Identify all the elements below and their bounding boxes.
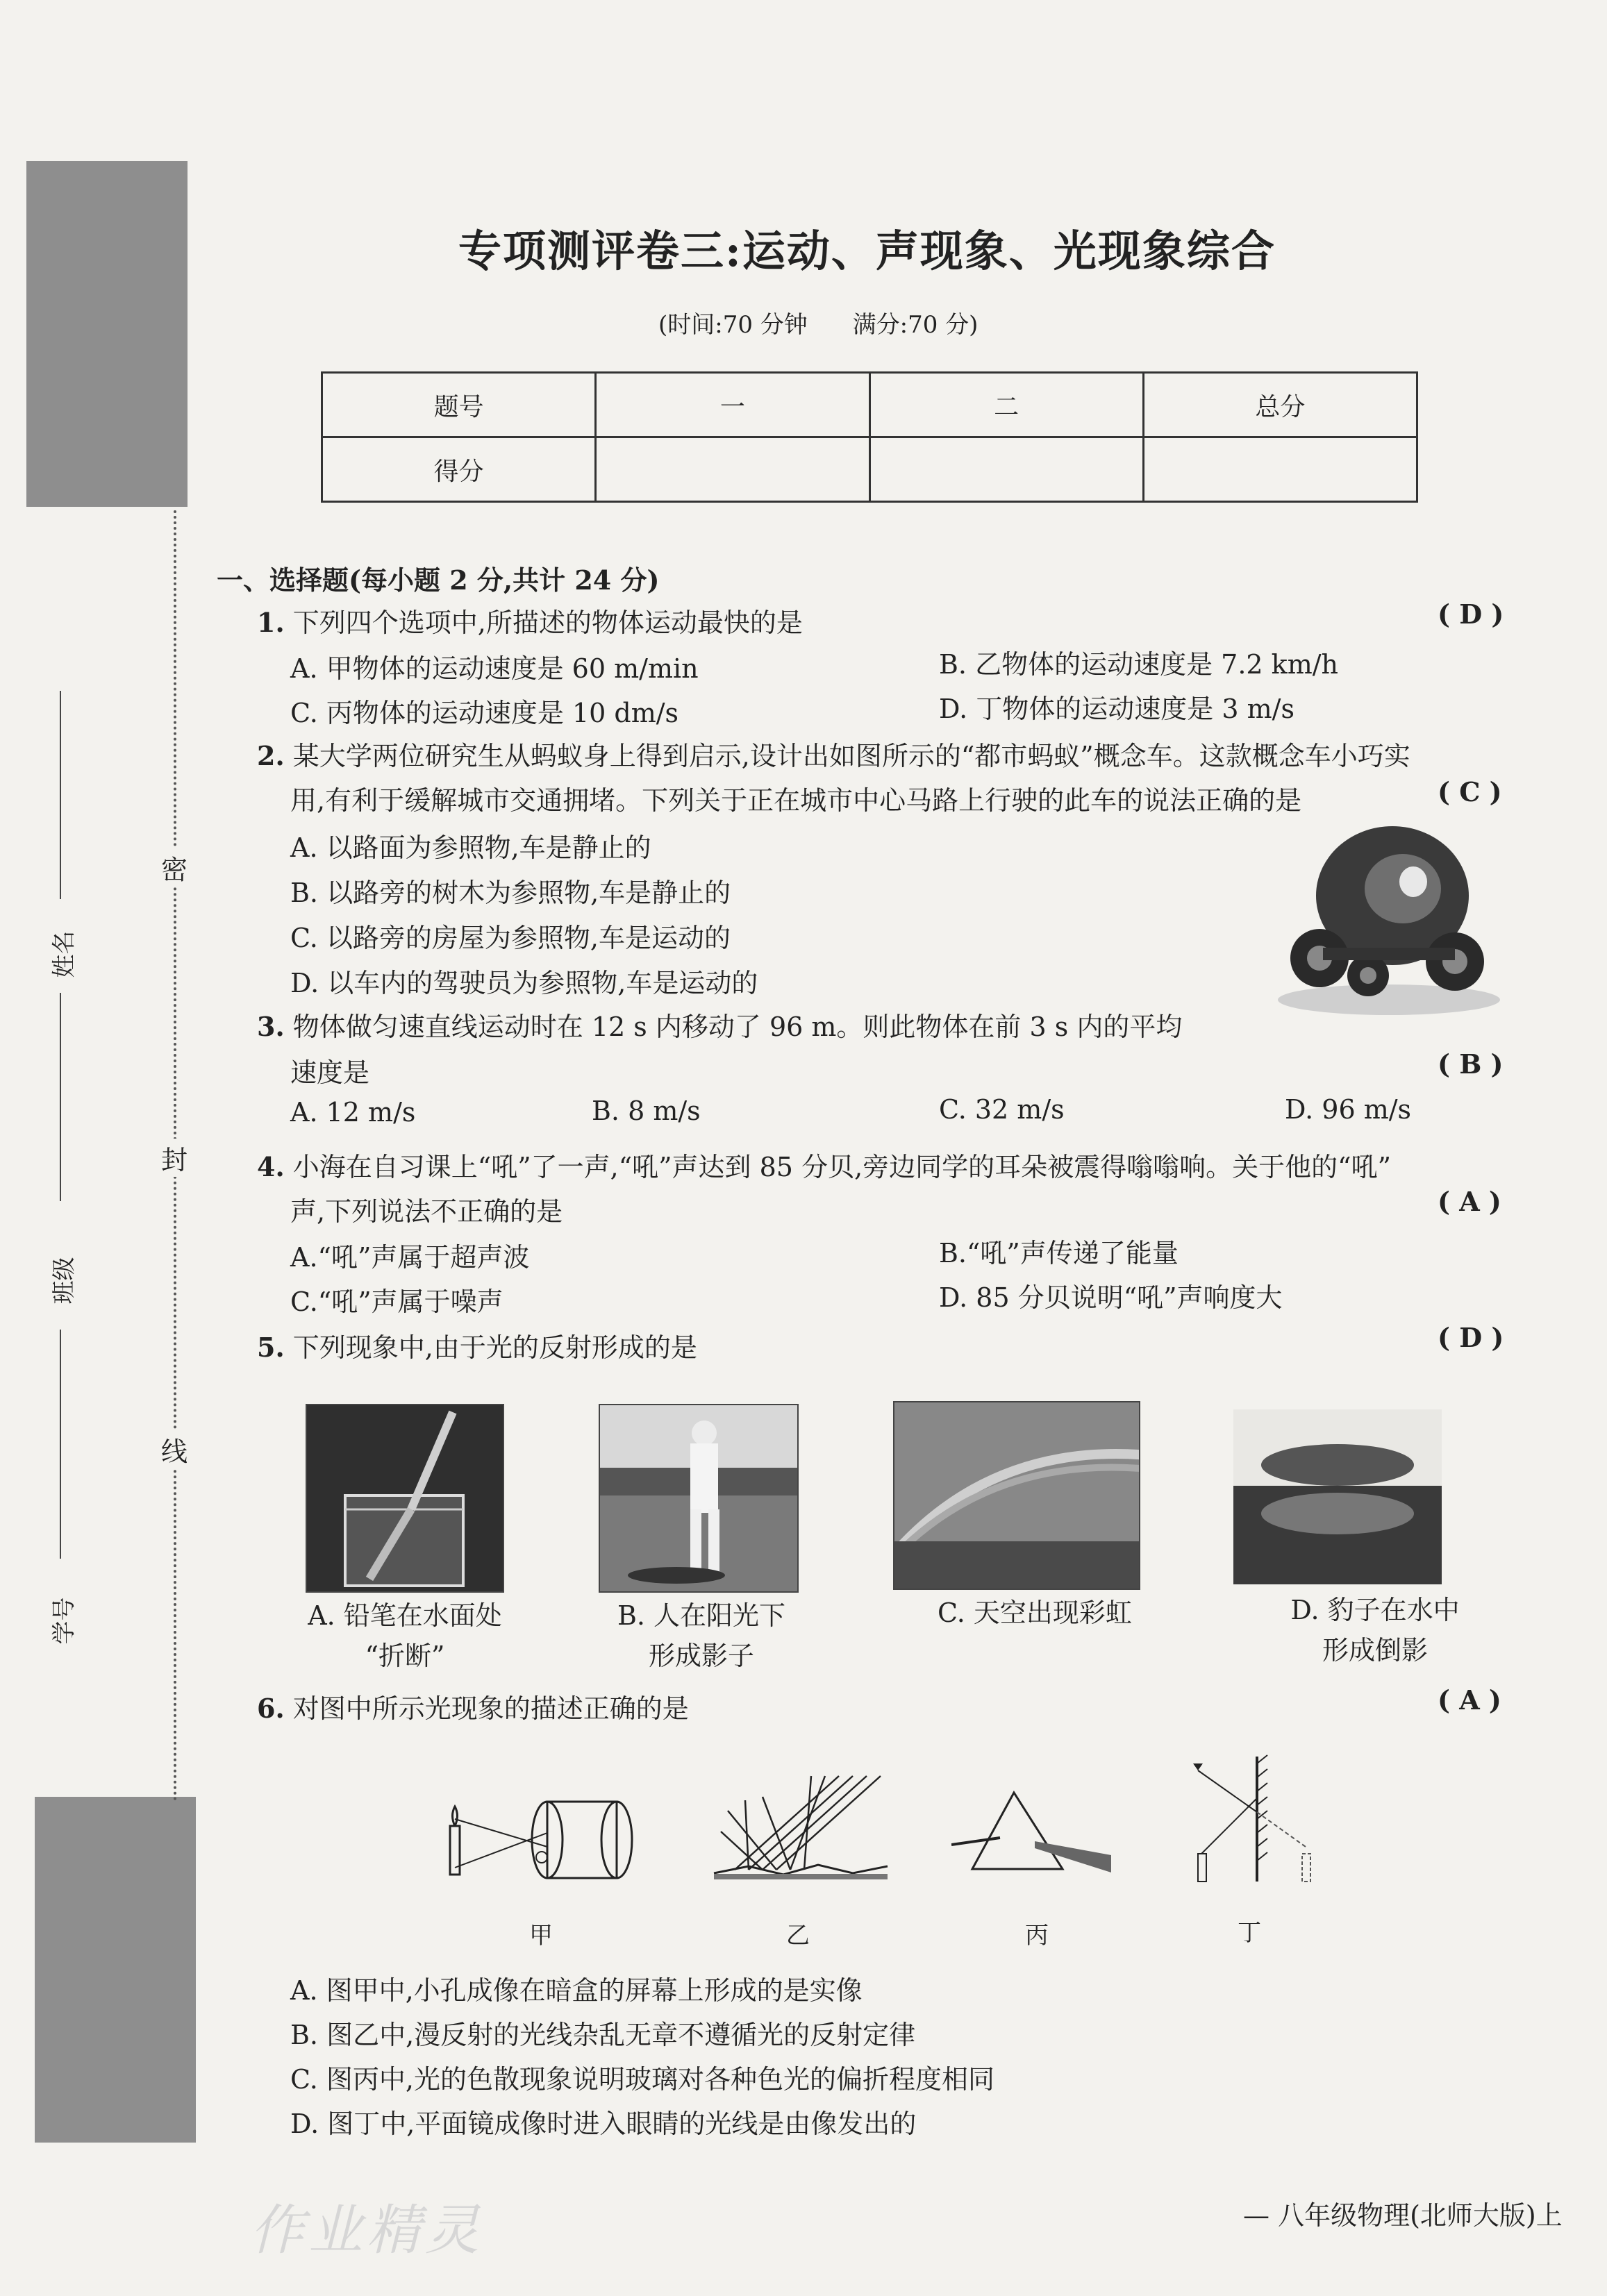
caption-line: B. 人在阳光下 bbox=[617, 1600, 786, 1631]
photo-pencil-in-water bbox=[306, 1404, 504, 1593]
option-d: D. 96 m/s bbox=[1285, 1094, 1412, 1125]
option-d: D. 85 分贝说明“吼”声响度大 bbox=[939, 1282, 1283, 1313]
score-input-cell[interactable] bbox=[596, 437, 869, 502]
question-3 bbox=[257, 1005, 1182, 1044]
option-b: B.“吼”声传递了能量 bbox=[939, 1238, 1179, 1268]
option-c: C. 以路旁的房屋为参照物,车是运动的 bbox=[290, 923, 731, 953]
question-4-line2: 声,下列说法不正确的是 bbox=[290, 1196, 563, 1227]
caption-b bbox=[590, 1595, 813, 1676]
section-heading bbox=[217, 559, 659, 597]
question-number: 2. bbox=[257, 740, 285, 771]
diagram-label-bing: 丙 bbox=[1025, 1922, 1049, 1950]
question-text: 对图中所示光现象的描述正确的是 bbox=[292, 1693, 689, 1724]
option-d: D. 以车内的驾驶员为参照物,车是运动的 bbox=[290, 968, 758, 998]
option-c: C. 丙物体的运动速度是 10 dm/s bbox=[290, 698, 679, 728]
option-c: C.“吼”声属于噪声 bbox=[290, 1287, 503, 1317]
option-a: A. 甲物体的运动速度是 60 m/min bbox=[290, 653, 699, 684]
option-a: A. 图甲中,小孔成像在暗盒的屏幕上形成的是实像 bbox=[290, 1975, 863, 2006]
diagram-bing-prism bbox=[951, 1786, 1118, 1883]
score-table-header-row bbox=[322, 373, 1417, 437]
question-text: 下列四个选项中,所描述的物体运动最快的是 bbox=[292, 607, 803, 638]
name-label: 姓名 bbox=[50, 930, 78, 978]
question-4 bbox=[257, 1146, 1391, 1184]
question-text: 某大学两位研究生从蚂蚁身上得到启示,设计出如图所示的“都市蚂蚁”概念车。这款概念车小巧实 bbox=[292, 741, 1410, 771]
option-d: D. 图丁中,平面镜成像时进入眼睛的光线是由像发出的 bbox=[290, 2109, 917, 2139]
score-cell-header: 一 bbox=[596, 373, 869, 437]
caption-line: 形成影子 bbox=[648, 1641, 754, 1671]
page-footer: — 八年级物理(北师大版)上 bbox=[1243, 2200, 1563, 2231]
score-cell-header: 总分 bbox=[1143, 373, 1417, 437]
diagram-label-yi: 乙 bbox=[786, 1922, 810, 1950]
option-b: B. 乙物体的运动速度是 7.2 km/h bbox=[939, 649, 1339, 680]
answer-q3: ( B ) bbox=[1438, 1048, 1504, 1080]
question-number: 3. bbox=[257, 1011, 285, 1042]
caption-a bbox=[290, 1595, 519, 1676]
diagram-yi-diffuse-reflection bbox=[707, 1769, 894, 1887]
question-number: 1. bbox=[257, 607, 285, 638]
question-1 bbox=[257, 601, 803, 639]
question-6 bbox=[257, 1687, 689, 1725]
seal-char-xian: 线 bbox=[161, 1430, 188, 1468]
exam-time-score: (时间:70 分钟 满分:70 分) bbox=[658, 311, 979, 339]
option-d: D. 丁物体的运动速度是 3 m/s bbox=[939, 694, 1294, 724]
score-cell-header: 二 bbox=[869, 373, 1143, 437]
diagram-label-jia: 甲 bbox=[529, 1922, 553, 1950]
page-title: 专项测评卷三:运动、声现象、光现象综合 bbox=[458, 226, 1276, 276]
diagram-label-ding: 丁 bbox=[1238, 1919, 1261, 1947]
caption-d bbox=[1271, 1590, 1479, 1670]
name-line bbox=[60, 691, 61, 899]
caption-line: “折断” bbox=[365, 1641, 445, 1671]
caption-line: C. 天空出现彩虹 bbox=[938, 1598, 1132, 1628]
option-b: B. 图乙中,漫反射的光线杂乱无章不遵循光的反射定律 bbox=[290, 2020, 916, 2050]
option-c: C. 图丙中,光的色散现象说明玻璃对各种色光的偏折程度相同 bbox=[290, 2064, 994, 2095]
option-b: B. 以路旁的树木为参照物,车是静止的 bbox=[290, 878, 731, 908]
score-input-cell[interactable] bbox=[1143, 437, 1417, 502]
section-heading-text: 一、选择题(每小题 2 分,共计 24 分) bbox=[217, 564, 660, 596]
photo-leopard-reflection bbox=[1233, 1409, 1442, 1584]
seal-char-feng: 封 bbox=[161, 1139, 188, 1177]
photo-golfer-shadow bbox=[599, 1404, 799, 1593]
question-3-line2: 速度是 bbox=[290, 1057, 370, 1088]
diagram-ding-plane-mirror bbox=[1181, 1750, 1319, 1888]
answer-q6: ( A ) bbox=[1438, 1684, 1501, 1716]
photo-rainbow bbox=[893, 1401, 1140, 1590]
caption-line: D. 豹子在水中 bbox=[1290, 1595, 1460, 1625]
binding-block-bottom bbox=[35, 1797, 196, 2143]
option-a: A. 12 m/s bbox=[290, 1097, 416, 1128]
question-text: 小海在自习课上“吼”了一声,“吼”声达到 85 分贝,旁边同学的耳朵被震得嗡嗡响。关于他的“吼” bbox=[292, 1152, 1391, 1182]
name-line-2 bbox=[60, 993, 61, 1201]
binding-block-top bbox=[26, 161, 188, 507]
answer-q4: ( A ) bbox=[1438, 1186, 1501, 1217]
class-label: 班级 bbox=[50, 1257, 78, 1305]
answer-q5: ( D ) bbox=[1438, 1322, 1504, 1353]
diagram-jia-pinhole bbox=[436, 1791, 644, 1888]
question-text: 下列现象中,由于光的反射形成的是 bbox=[292, 1332, 697, 1363]
answer-q2: ( C ) bbox=[1438, 776, 1502, 807]
score-table bbox=[321, 371, 1418, 503]
caption-c bbox=[924, 1593, 1146, 1633]
question-number: 5. bbox=[257, 1332, 285, 1363]
score-row-label: 得分 bbox=[322, 437, 596, 502]
option-b: B. 8 m/s bbox=[592, 1096, 701, 1126]
score-input-cell[interactable] bbox=[869, 437, 1143, 502]
answer-q1: ( D ) bbox=[1438, 598, 1504, 630]
caption-line: A. 铅笔在水面处 bbox=[308, 1600, 502, 1631]
option-a: A. 以路面为参照物,车是静止的 bbox=[290, 832, 651, 863]
score-table-score-row bbox=[322, 437, 1417, 502]
watermark: 作业精灵 bbox=[250, 2199, 484, 2262]
score-cell-header: 题号 bbox=[322, 373, 596, 437]
option-c: C. 32 m/s bbox=[939, 1094, 1065, 1125]
question-number: 4. bbox=[257, 1151, 285, 1182]
option-a: A.“吼”声属于超声波 bbox=[290, 1242, 530, 1273]
concept-car-image bbox=[1264, 812, 1514, 1021]
question-text: 物体做匀速直线运动时在 12 s 内移动了 96 m。则此物体在前 3 s 内的平均 bbox=[292, 1012, 1183, 1042]
question-2 bbox=[257, 735, 1410, 773]
caption-line: 形成倒影 bbox=[1322, 1635, 1428, 1666]
question-2-line2: 用,有利于缓解城市交通拥堵。下列关于正在城市中心马路上行驶的此车的说法正确的是 bbox=[290, 785, 1302, 816]
question-number: 6. bbox=[257, 1693, 285, 1724]
question-5 bbox=[257, 1326, 697, 1364]
seal-char-mi: 密 bbox=[161, 848, 188, 887]
class-line bbox=[60, 1330, 61, 1559]
number-label: 学号 bbox=[50, 1597, 78, 1645]
